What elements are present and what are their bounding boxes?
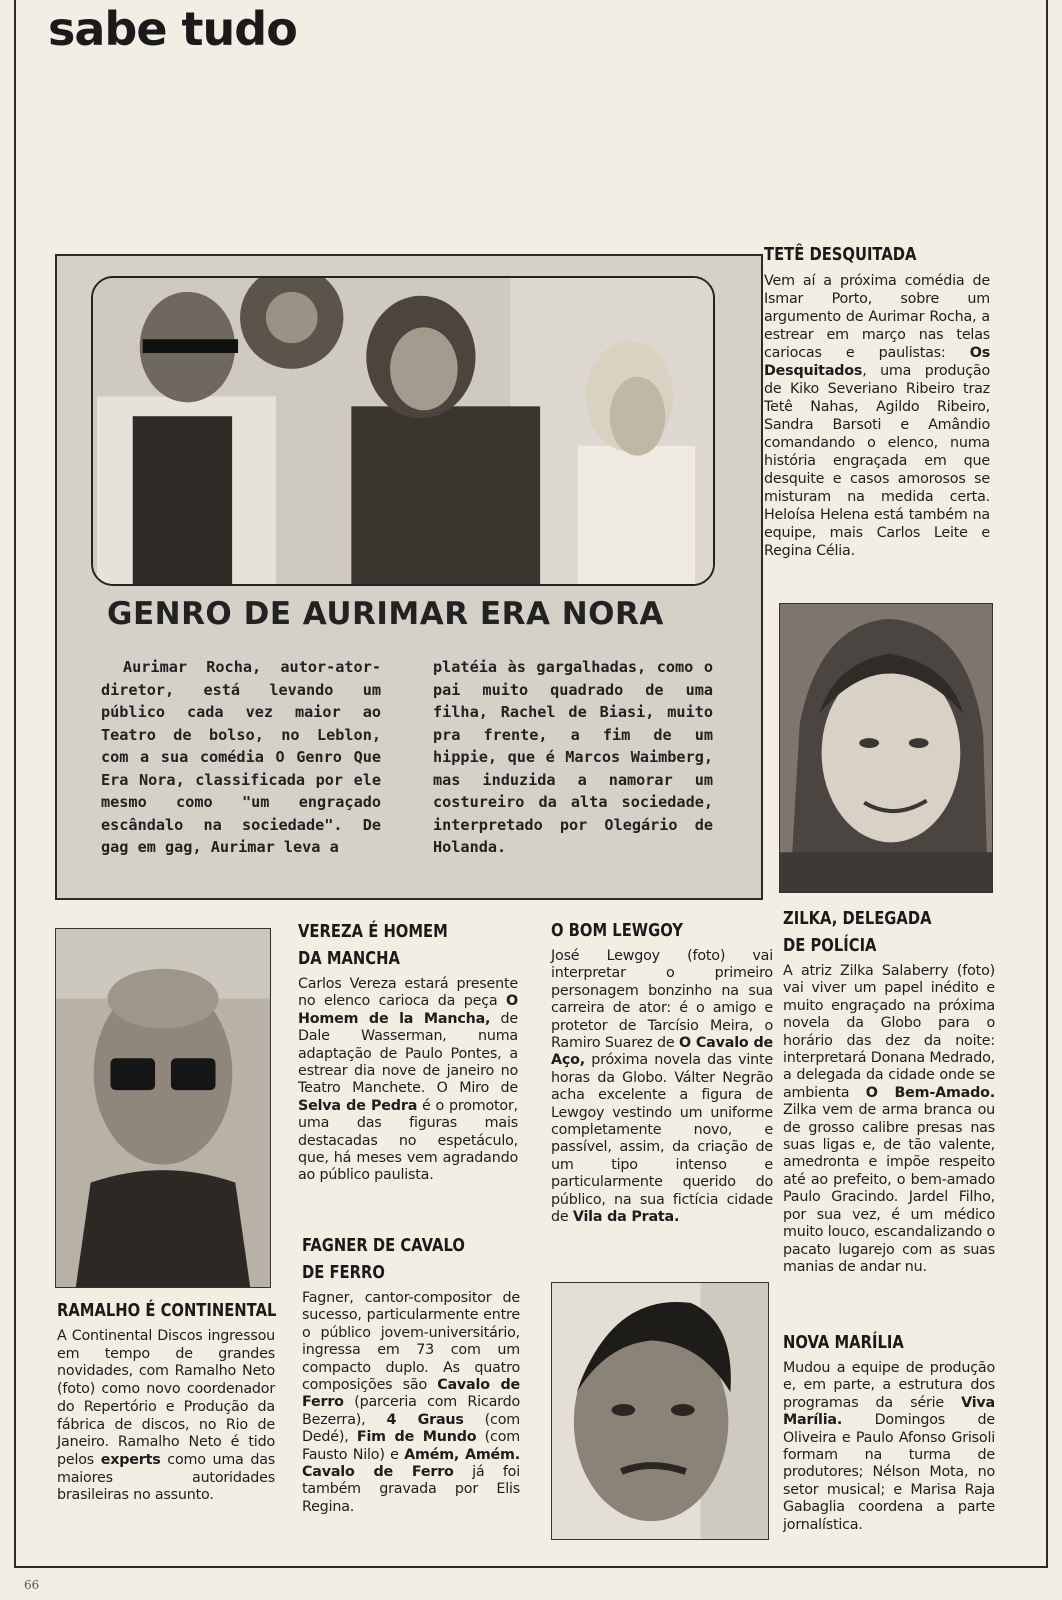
feature-headline: GENRO DE AURIMAR ERA NORA <box>107 596 664 632</box>
article-fagner-body: Fagner, cantor-compositor de sucesso, particularmente entre o público jovem-universitário, ingressa em 73 com um compacto duplo. As quatro composições são Cavalo de Ferro (parceria com Ricardo Bezerra), 4 Graus (com Dedé), Fim de Mundo (com Fausto Nilo) e Amém, Amém. Cavalo de Ferro já foi também gravada por Elis Regina. <box>302 1290 520 1515</box>
zilka-photo <box>779 603 993 893</box>
section-title: sabe tudo <box>48 2 297 56</box>
article-vereza-body: Carlos Vereza estará presente no elenco carioca da peça O Homem de la Mancha, de Dale Wasserman, numa adaptação de Paulo Pontes, a estrear dia nove de janeiro no Teatro Manchete. O Miro de Selva de Pedra é o promotor, uma das figuras mais destacadas no espetáculo, que, há meses vem agradando ao público paulista. <box>298 976 518 1184</box>
article-ramalho <box>57 1298 275 1505</box>
article-zilka-body: A atriz Zilka Salaberry (foto) vai viver um papel inédito e muito engraçado na próxima novela da Globo para o horário das dez da noite: interpretará Donana Medrado, a delegada da cidade onde se ambienta O Bem-Amado. Zilka vem de arma branca ou de grosso calibre presas nas suas ligas e, de tão valente, amedronta e impõe respeito até ao prefeito, o bem-amado Paulo Gracindo. Jardel Filho, por sua vez, é um médico muito louco, escandalizando o pacato lugarejo com as suas manias de andar nu. <box>783 963 995 1275</box>
article-fagner <box>302 1232 520 1516</box>
article-tete-body: Vem aí a próxima comédia de Ismar Porto, sobre um argumento de Aurimar Rocha, a estrear em março nas telas cariocas e paulistas: Os Desquitados, uma produção de Kiko Severiano Ribeiro traz Tetê Nahas, Agildo Ribeiro, Sandra Barsoti e Amândio comandando o elenco, numa história engraçada em que desquite e casos amorosos se misturam na medida certa. Heloísa Helena está também na equipe, mais Carlos Leite e Regina Célia. <box>764 273 990 559</box>
lewgoy-photo <box>551 1282 769 1540</box>
article-vereza-title: VEREZA É HOMEM DA MANCHA <box>298 921 448 969</box>
article-ramalho-body: A Continental Discos ingressou em tempo de grandes novidades, com Ramalho Neto (foto) como novo coordenador do Repertório e Produção da fábrica de discos, no Rio de Janeiro. Ramalho Neto é tido pelos experts como uma das maiores autoridades brasileiras no assunto. <box>57 1328 275 1504</box>
article-tete-title: TETÊ DESQUITADA <box>764 244 917 265</box>
page-number: 66 <box>24 1578 40 1592</box>
feature-photo <box>91 276 715 586</box>
feature-body-left: Aurimar Rocha, autor-ator-diretor, está levando um público cada vez maior ao Teatro de bolso, no Leblon, com a sua comédia O Genro Que Era Nora, classificada por ele mesmo como "um engraçado escândalo na sociedade". De gag em gag, Aurimar leva a <box>101 658 381 856</box>
article-vereza <box>298 918 518 1185</box>
article-marilia-body: Mudou a equipe de produção e, em parte, a estrutura dos programas da série Viva Marília. Domingos de Oliveira e Paulo Afonso Grisoli formam na turma de produtores; Nélson Mota, no setor musical; e Marisa Raja Gabaglia coordena a parte jornalística. <box>783 1360 995 1533</box>
article-lewgoy <box>551 918 773 1227</box>
feature-box <box>55 254 763 900</box>
article-zilka <box>783 905 995 1276</box>
article-lewgoy-body: José Lewgoy (foto) vai interpretar o primeiro personagem bonzinho na sua carreira de ator: é o amigo e protetor de Tarcísio Meira, o Ramiro Suarez de O Cavalo de Aço, próxima novela das vinte horas da Globo. Válter Negrão acha excelente a figura de Lewgoy vestindo um uniforme completamente novo, e passível, assim, da criação de um tipo intenso e particularmente querido do público, na sua fictícia cidade de Vila da Prata. <box>551 948 773 1226</box>
article-zilka-title: ZILKA, DELEGADA DE POLÍCIA <box>783 908 932 956</box>
article-marilia <box>783 1330 995 1534</box>
article-tete <box>764 242 990 560</box>
article-lewgoy-title: O BOM LEWGOY <box>551 920 683 941</box>
article-fagner-title: FAGNER DE CAVALO DE FERRO <box>302 1235 465 1283</box>
feature-body-right: platéia às gargalhadas, como o pai muito quadrado de uma filha, Rachel de Biasi, muito pra frente, a fim de um hippie, que é Marcos Waimberg, mas induzida a namorar um costureiro da alta sociedade, interpretado por Olegário de Holanda. <box>433 658 713 856</box>
article-ramalho-title: RAMALHO É CONTINENTAL <box>57 1300 277 1321</box>
ramalho-photo <box>55 928 271 1288</box>
article-marilia-title: NOVA MARÍLIA <box>783 1332 904 1353</box>
